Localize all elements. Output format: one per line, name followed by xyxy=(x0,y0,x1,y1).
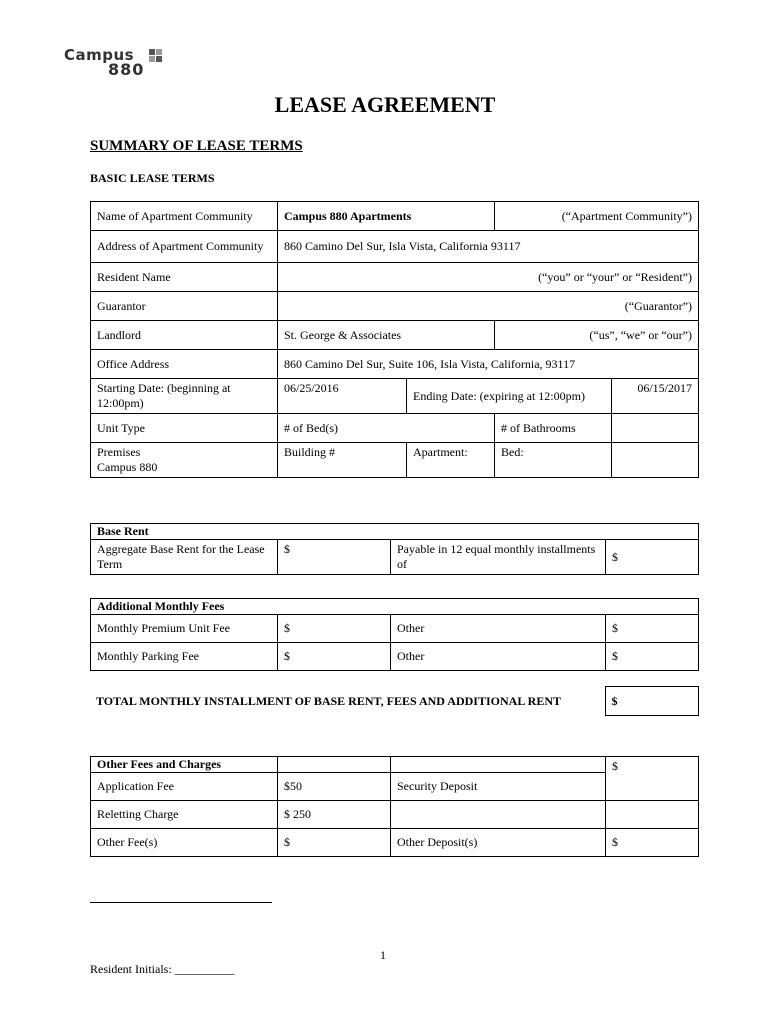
end-date-value: 06/15/2017 xyxy=(612,379,699,414)
guarantor-note: (“Guarantor”) xyxy=(278,292,699,321)
landlord-note: (“us”, “we” or “our”) xyxy=(495,321,699,350)
beds-label: # of Bed(s) xyxy=(278,414,495,443)
security-deposit-label: Security Deposit xyxy=(391,773,606,801)
table-row xyxy=(91,829,699,857)
installments-label: Payable in 12 equal monthly installments of xyxy=(391,540,606,575)
page-number: 1 xyxy=(380,948,386,962)
other-fee-label: Other xyxy=(391,643,606,671)
application-fee-value: $50 xyxy=(278,773,391,801)
total-installment-label: TOTAL MONTHLY INSTALLMENT OF BASE RENT, FEES AND ADDITIONAL RENT xyxy=(96,693,561,708)
premises-cell xyxy=(91,443,278,478)
table-row xyxy=(91,202,699,231)
campus-880-logo xyxy=(64,46,166,80)
total-installment-value: $ xyxy=(605,687,698,716)
summary-heading: SUMMARY OF LEASE TERMS xyxy=(90,138,303,154)
other-fee-value: $ xyxy=(606,615,699,643)
premises-label: Premises xyxy=(97,445,141,459)
table-row xyxy=(91,379,699,414)
logo-square-mark-icon xyxy=(149,49,162,62)
reletting-charge-label: Reletting Charge xyxy=(91,801,278,829)
premises-value: Campus 880 xyxy=(97,460,158,474)
parking-fee-label: Monthly Parking Fee xyxy=(91,643,278,671)
table-row xyxy=(91,414,699,443)
aggregate-rent-value: $ xyxy=(278,540,391,575)
end-date-label: Ending Date: (expiring at 12:00pm) xyxy=(407,379,612,414)
apartment-label: Apartment: xyxy=(407,443,495,478)
address-label: Address of Apartment Community xyxy=(91,231,278,263)
guarantor-label: Guarantor xyxy=(91,292,278,321)
empty-cell xyxy=(606,801,699,829)
other-deposits-value: $ xyxy=(606,829,699,857)
address-value: 860 Camino Del Sur, Isla Vista, California 93117 xyxy=(278,231,699,263)
table-row xyxy=(91,801,699,829)
table-row xyxy=(91,263,699,292)
unit-type-label: Unit Type xyxy=(91,414,278,443)
other-fee-value: $ xyxy=(606,643,699,671)
logo-number: 880 xyxy=(108,60,145,79)
parking-fee-value: $ xyxy=(278,643,391,671)
security-deposit-value: $ xyxy=(606,757,699,801)
premium-fee-label: Monthly Premium Unit Fee xyxy=(91,615,278,643)
empty-cell xyxy=(391,757,606,773)
community-note: (“Apartment Community”) xyxy=(495,202,699,231)
other-fees-heading: Other Fees and Charges xyxy=(91,757,278,773)
other-fees-label: Other Fee(s) xyxy=(91,829,278,857)
logo-word: Campus xyxy=(64,46,135,64)
basic-terms-heading: BASIC LEASE TERMS xyxy=(90,171,215,185)
baths-value xyxy=(612,414,699,443)
bed-value xyxy=(612,443,699,478)
start-date-label: Starting Date: (beginning at 12:00pm) xyxy=(91,379,278,414)
table-row xyxy=(90,687,698,716)
reletting-charge-value: $ 250 xyxy=(278,801,391,829)
table-row xyxy=(91,643,699,671)
table-row xyxy=(91,540,699,575)
base-rent-heading: Base Rent xyxy=(91,524,699,540)
landlord-value: St. George & Associates xyxy=(278,321,495,350)
table-row xyxy=(91,350,699,379)
table-row xyxy=(91,231,699,263)
office-value: 860 Camino Del Sur, Suite 106, Isla Vista, California, 93117 xyxy=(278,350,699,379)
base-rent-table xyxy=(90,523,699,575)
start-date-value: 06/25/2016 xyxy=(278,379,407,414)
table-row xyxy=(91,757,699,773)
other-fee-label: Other xyxy=(391,615,606,643)
empty-cell xyxy=(391,801,606,829)
resident-label: Resident Name xyxy=(91,263,278,292)
footnote-rule xyxy=(90,902,272,903)
aggregate-rent-label: Aggregate Base Rent for the Lease Term xyxy=(91,540,278,575)
other-fees-value: $ xyxy=(278,829,391,857)
community-value: Campus 880 Apartments xyxy=(278,202,495,231)
premium-fee-value: $ xyxy=(278,615,391,643)
table-row xyxy=(91,292,699,321)
baths-label: # of Bathrooms xyxy=(495,414,612,443)
community-label: Name of Apartment Community xyxy=(91,202,278,231)
resident-note: (“you” or “your” or “Resident”) xyxy=(278,263,699,292)
other-deposits-label: Other Deposit(s) xyxy=(391,829,606,857)
table-row xyxy=(91,321,699,350)
table-row xyxy=(91,599,699,615)
total-installment-table xyxy=(90,686,699,716)
page-title: LEASE AGREEMENT xyxy=(274,92,496,117)
landlord-label: Landlord xyxy=(91,321,278,350)
application-fee-label: Application Fee xyxy=(91,773,278,801)
table-row xyxy=(91,524,699,540)
table-row xyxy=(91,443,699,478)
building-label: Building # xyxy=(278,443,407,478)
basic-lease-terms-table xyxy=(90,201,699,478)
additional-monthly-fees-table xyxy=(90,598,699,671)
office-label: Office Address xyxy=(91,350,278,379)
monthly-fees-heading: Additional Monthly Fees xyxy=(91,599,699,615)
resident-initials: Resident Initials: __________ xyxy=(90,962,235,976)
other-fees-table xyxy=(90,756,699,857)
bed-label: Bed: xyxy=(495,443,612,478)
installments-value: $ xyxy=(606,540,699,575)
table-row xyxy=(91,615,699,643)
empty-cell xyxy=(278,757,391,773)
